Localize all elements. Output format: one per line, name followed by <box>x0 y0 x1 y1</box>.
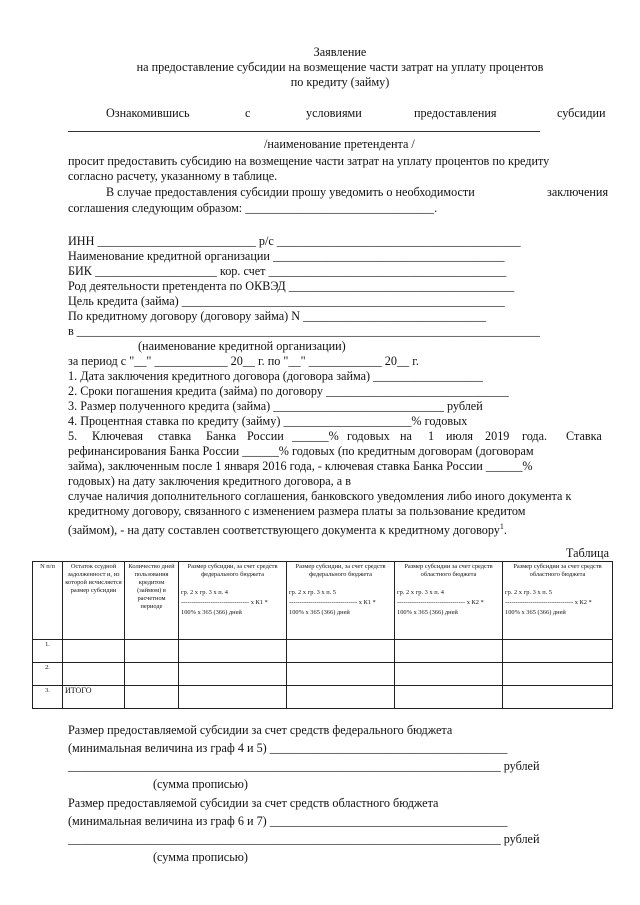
table-cell[interactable] <box>179 663 287 686</box>
item-5-word: на <box>400 429 412 443</box>
intro-word: с <box>245 106 251 120</box>
regional-subsidy-sum-field[interactable]: _______________________________________________________________________ рублей <box>68 832 540 846</box>
federal-sum-caption: (сумма прописью) <box>153 777 248 791</box>
footnote-mark: 1 <box>499 522 504 531</box>
document-title: Заявление <box>313 45 367 59</box>
formula-top: гр. 2 x гр. 3 x п. 4 <box>397 589 445 596</box>
item-5-text: случае наличия дополнительного соглашения, банковского уведомления либо иного документа к <box>68 489 572 503</box>
row-number: 1. <box>33 640 63 663</box>
item-1[interactable]: 1. Дата заключения кредитного договора (договора займа) __________________ <box>68 369 483 383</box>
formula-top: гр. 2 x гр. 3 x п. 4 <box>181 589 229 596</box>
table-cell[interactable] <box>63 663 125 686</box>
bank-caption: (наименование кредитной организации) <box>138 339 346 353</box>
item-5-word: ______% <box>292 429 339 443</box>
table-row <box>33 640 613 663</box>
item-5-word: годовых <box>347 429 390 443</box>
item-5-word: России <box>247 429 284 443</box>
table-cell[interactable] <box>395 663 503 686</box>
intro-word: предоставления <box>414 106 497 120</box>
table-row <box>33 686 613 709</box>
intro-word: условиями <box>306 106 362 120</box>
loan-agreement-field[interactable]: По кредитному договору (договору займа) N ______________________________ <box>68 309 486 323</box>
intro-word: субсидии <box>557 106 606 120</box>
item-4[interactable]: 4. Процентная ставка по кредиту (займу) _____________________% годовых <box>68 414 468 428</box>
table-cell[interactable] <box>125 686 179 709</box>
item-5-end: . <box>503 523 507 538</box>
federal-subsidy-field[interactable]: (минимальная величина из граф 4 и 5) _______________________________________ <box>68 741 508 755</box>
item-5-text[interactable]: займа), заключенным после 1 января 2016 года, - ключевая ставка Банка России ______% <box>68 459 533 473</box>
intro-word: Ознакомившись <box>106 106 190 120</box>
table-cell[interactable] <box>63 640 125 663</box>
loan-purpose-field[interactable]: Цель кредита (займа) _____________________________________________________ <box>68 294 505 308</box>
col-header-num: N п/п <box>33 562 63 640</box>
document-title-line2: на предоставление субсидии на возмещение части затрат на уплату процентов <box>136 60 544 74</box>
subsidy-table <box>32 561 613 709</box>
table-cell[interactable] <box>287 640 395 663</box>
applicant-name-line <box>68 131 540 132</box>
formula-top: гр. 2 x гр. 3 x п. 5 <box>289 589 337 596</box>
table-cell[interactable] <box>503 640 613 663</box>
table-cell[interactable] <box>503 686 613 709</box>
item-5-word: 2019 <box>485 429 510 443</box>
okved-field[interactable]: Род деятельности претендента по ОКВЭД _____________________________________ <box>68 279 515 293</box>
formula-dash: -------------------------------- x К2 * <box>397 599 484 606</box>
formula-dash: -------------------------------- x К1 * <box>289 599 376 606</box>
table-cell[interactable] <box>287 686 395 709</box>
formula-dash: -------------------------------- x К2 * <box>505 599 592 606</box>
formula-bottom: 100% x 365 (366) дней <box>289 609 350 616</box>
document-title-line3: по кредиту (займу) <box>290 75 390 89</box>
header-text: Размер субсидии, за счет средств федерального бюджета <box>187 563 278 578</box>
header-text: Размер субсидии, за счет средств федерального бюджета <box>295 563 386 578</box>
item-5-text <box>68 519 507 538</box>
bik-field[interactable]: БИК ____________________ кор. счет _______________________________________ <box>68 264 507 278</box>
item-5-last-line: (займом), - на дату составлен соответствующего документа к кредитному договору <box>68 523 500 538</box>
col-header-fed-2 <box>287 562 395 640</box>
table-cell[interactable] <box>179 686 287 709</box>
formula-bottom: 100% x 365 (366) дней <box>397 609 458 616</box>
item-5-word: 1 <box>428 429 435 443</box>
total-label: ИТОГО <box>63 686 125 709</box>
table-cell[interactable] <box>395 686 503 709</box>
request-text: просит предоставить субсидию на возмещение части затрат на уплату процентов по кредиту <box>68 154 550 168</box>
applicant-caption: /наименование претендента / <box>264 137 415 151</box>
regional-subsidy-text: Размер предоставляемой субсидии за счет средств областного бюджета <box>68 796 439 810</box>
formula-bottom: 100% x 365 (366) дней <box>181 609 242 616</box>
notify-text: заключения <box>547 185 609 199</box>
row-number: 3. <box>33 686 63 709</box>
table-row <box>33 663 613 686</box>
period-field[interactable]: за период с "__" ____________ 20__ г. по "__" ____________ 20__ г. <box>68 354 419 368</box>
table-cell[interactable] <box>395 640 503 663</box>
regional-subsidy-field[interactable]: (минимальная величина из граф 6 и 7) _______________________________________ <box>68 814 508 828</box>
table-cell[interactable] <box>125 663 179 686</box>
item-3[interactable]: 3. Размер полученного кредита (займа) ____________________________ рублей <box>68 399 483 413</box>
item-5-text[interactable]: рефинансирования Банка России ______% годовых (по кредитным договорам (договорам <box>68 444 534 458</box>
request-text: согласно расчету, указанному в таблице. <box>68 169 278 183</box>
item-5-text: кредитному договору, связанного с изменением размера платы за пользование кредитом <box>68 504 526 518</box>
table-cell[interactable] <box>125 640 179 663</box>
table-cell[interactable] <box>503 663 613 686</box>
table-cell[interactable] <box>287 663 395 686</box>
header-text: Размер субсидии за счет средств областного бюджета <box>513 563 602 578</box>
regional-sum-caption: (сумма прописью) <box>153 850 248 864</box>
col-header-days: Количество дней пользования кредитом (займом) в расчетном периоде <box>125 562 179 640</box>
item-5-word: Ставка <box>566 429 602 443</box>
row-number: 2. <box>33 663 63 686</box>
item-5-text: годовых) на дату заключения кредитного договора, а в <box>68 474 351 488</box>
federal-subsidy-sum-field[interactable]: _______________________________________________________________________ рублей <box>68 759 540 773</box>
item-5-word: Ключевая <box>92 429 143 443</box>
inn-field[interactable]: ИНН __________________________ р/с ________________________________________ <box>68 234 521 248</box>
item-5-word: года. <box>522 429 548 443</box>
item-5-word: июля <box>446 429 474 443</box>
table-cell[interactable] <box>179 640 287 663</box>
notify-method-field[interactable]: соглашения следующим образом: _______________________________. <box>68 201 438 215</box>
col-header-reg-2 <box>503 562 613 640</box>
col-header-balance: Остаток ссудной задолженност и, из которой исчисляется размер субсидии <box>63 562 125 640</box>
formula-bottom: 100% x 365 (366) дней <box>505 609 566 616</box>
table-caption: Таблица <box>566 546 609 560</box>
formula-top: гр. 2 x гр. 3 x п. 5 <box>505 589 553 596</box>
notify-text: В случае предоставления субсидии прошу уведомить о необходимости <box>106 185 475 199</box>
item-5-word: ставка <box>158 429 192 443</box>
bank-in-field[interactable]: в ____________________________________________________________________________ <box>68 324 540 338</box>
item-5-word: Банка <box>206 429 237 443</box>
col-header-fed-1 <box>179 562 287 640</box>
formula-dash: -------------------------------- x К1 * <box>181 599 268 606</box>
item-5-word: 5. <box>68 429 78 443</box>
col-header-reg-1 <box>395 562 503 640</box>
federal-subsidy-text: Размер предоставляемой субсидии за счет средств федерального бюджета <box>68 723 453 737</box>
item-2[interactable]: 2. Сроки погашения кредита (займа) по договору ______________________________ <box>68 384 509 398</box>
bank-name-field[interactable]: Наименование кредитной организации ______________________________________ <box>68 249 505 263</box>
header-text: Размер субсидии за счет средств областного бюджета <box>404 563 493 578</box>
